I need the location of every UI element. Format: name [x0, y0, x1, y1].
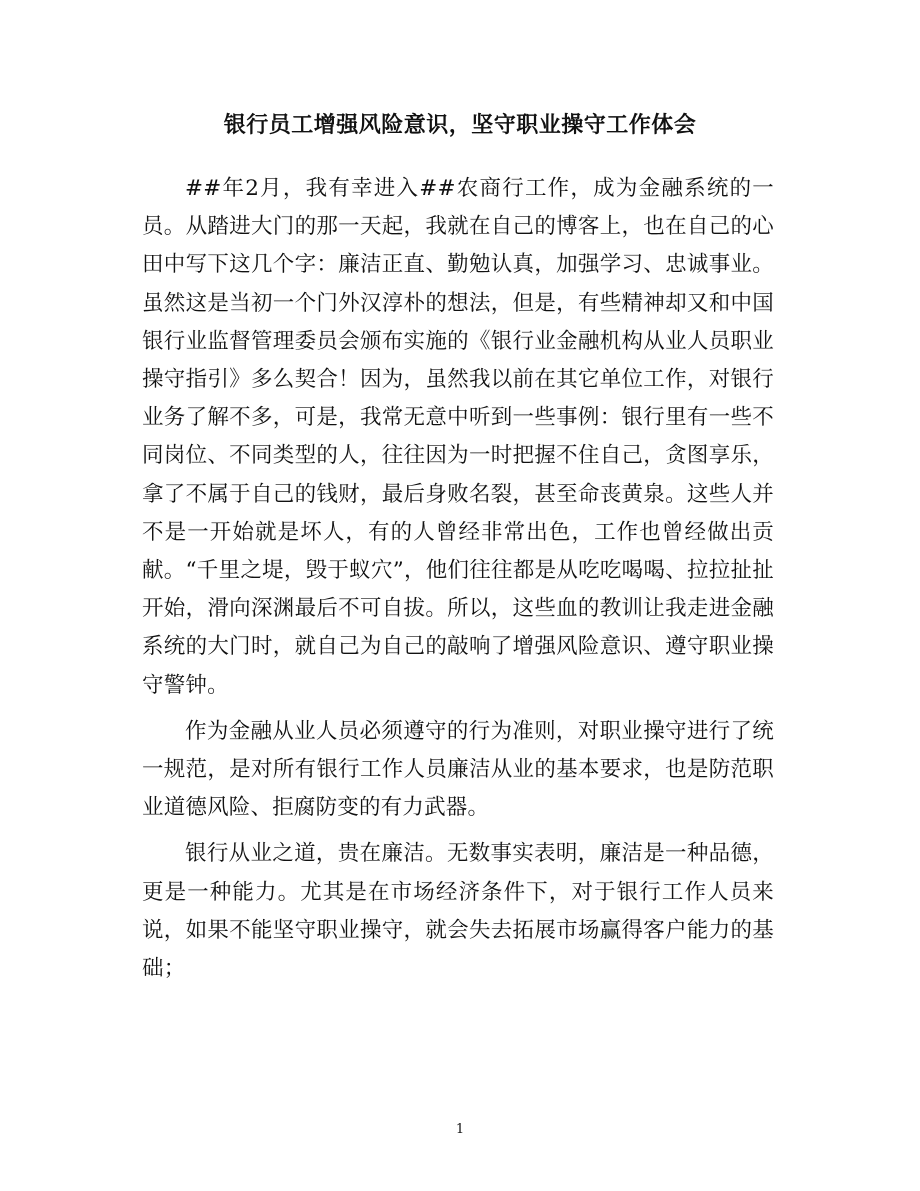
paragraph-1: ##年2月，我有幸进入##农商行工作，成为金融系统的一员。从踏进大门的那一天起，我就在自己的博客上，也在自己的心田中写下这几个字：廉洁正直、勤勉认真，加强学习、忠诚事业。虽然这是当初一个门外汉淳朴的想法，但是，有些精神却又和中国银行业监督管理委员会颁布实施的《银行业金融机构从业人员职业操守指引》多么契合！因为，虽然我以前在其它单位工作，对银行业务了解不多，可是，我常无意中听到一些事例：银行里有一些不同岗位、不同类型的人，往往因为一时把握不住自己，贪图享乐，拿了不属于自己的钱财，最后身败名裂，甚至命丧黄泉。这些人并不是一开始就是坏人，有的人曾经非常出色，工作也曾经做出贡献。“千里之堤，毁于蚁穴”，他们往往都是从吃吃喝喝、拉拉扯扯开始，滑向深渊最后不可自拔。所以，这些血的教训让我走进金融系统的大门时，就自己为自己的敲响了增强风险意识、遵守职业操守警钟。 [142, 176, 774, 698]
paragraph-3: 银行从业之道，贵在廉洁。无数事实表明，廉洁是一种品德，更是一种能力。尤其是在市场经济条件下，对于银行工作人员来说，如果不能坚守职业操守，就会失去拓展市场赢得客户能力的基础； [142, 841, 774, 982]
paragraph-2: 作为金融从业人员必须遵守的行为准则，对职业操守进行了统一规范，是对所有银行工作人员廉洁从业的基本要求，也是防范职业道德风险、拒腐防变的有力武器。 [142, 718, 774, 821]
document-body [142, 170, 774, 996]
page-number: 1 [455, 1122, 465, 1137]
document-title: 银行员工增强风险意识，坚守职业操守工作体会 [223, 113, 697, 138]
